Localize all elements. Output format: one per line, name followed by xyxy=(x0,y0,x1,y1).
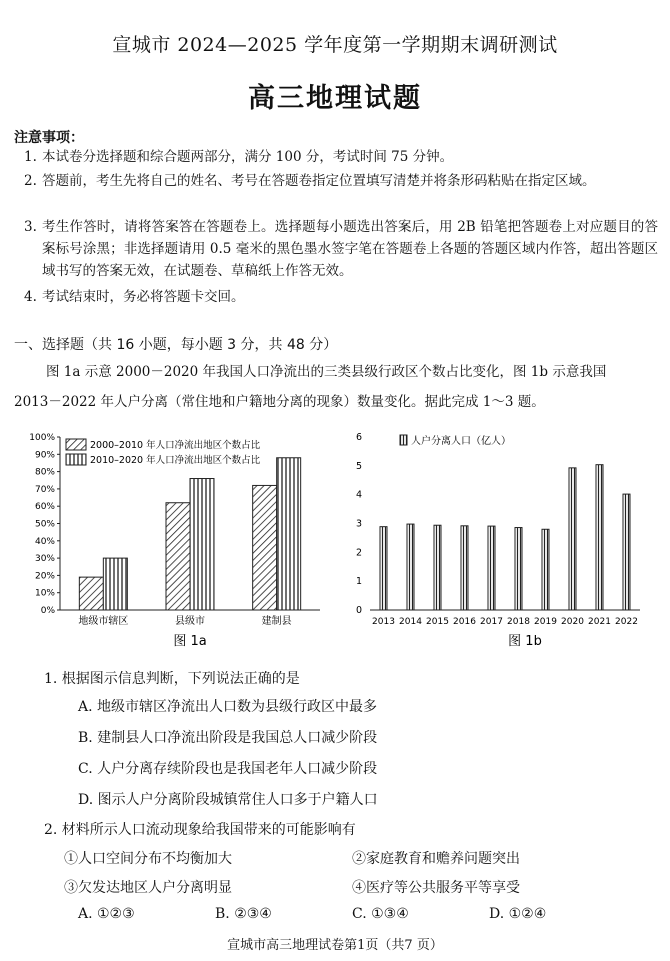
question-2-statement-3: ③欠发达地区人户分离明显 xyxy=(64,880,232,896)
question-1-stem: 1. 根据图示信息判断，下列说法正确的是 xyxy=(44,671,300,687)
x-tick-label: 2014 xyxy=(399,617,422,627)
x-tick-label: 县级市 xyxy=(175,616,205,627)
notice-item-number: 3. xyxy=(24,219,37,235)
intro-line-1: 图 1a 示意 2000－2020 年我国人口净流出的三类县级行政区个数占比变化，图 1b 示意我国 xyxy=(46,364,607,380)
question-2-statement-4: ④医疗等公共服务平等享受 xyxy=(352,880,520,896)
question-2-statement-1: ①人口空间分布不均衡加大 xyxy=(64,851,232,867)
y-tick-label: 6 xyxy=(355,432,362,443)
notice-item-1 xyxy=(24,146,658,168)
y-tick-label: 40% xyxy=(34,536,55,547)
question-1-option-c: C. 人户分离存续阶段也是我国老年人口减少阶段 xyxy=(78,761,378,777)
y-tick-label: 20% xyxy=(34,571,55,582)
x-tick-label: 2020 xyxy=(561,617,584,627)
bar xyxy=(596,465,603,610)
notice-item-text: 本试卷分选择题和综合题两部分，满分 100 分，考试时间 75 分钟。 xyxy=(42,149,454,165)
notice-item-text: 答题前，考生先将自己的姓名、考号在答题卷指定位置填写清楚并将条形码粘贴在指定区域。 xyxy=(42,173,596,189)
x-tick-label: 2021 xyxy=(588,617,611,627)
y-tick-label: 5 xyxy=(355,460,362,472)
x-tick-label: 地级市辖区 xyxy=(78,616,129,627)
exam-title: 宣城市 2024—2025 学年度第一学期期末调研测试 xyxy=(112,34,558,56)
x-tick-label: 2022 xyxy=(615,617,638,627)
bar xyxy=(380,527,387,610)
notice-item-number: 2. xyxy=(24,173,37,189)
section-title: 一、选择题（共 16 小题，每小题 3 分，共 48 分） xyxy=(14,337,338,353)
notice-item-2 xyxy=(24,170,658,192)
chart-caption: 图 1b xyxy=(508,634,542,649)
bar xyxy=(488,526,495,610)
chart-figure-1a xyxy=(20,425,330,655)
question-1-option-d: D. 图示人户分离阶段城镇常住人口多于户籍人口 xyxy=(78,792,378,808)
x-tick-label: 建制县 xyxy=(261,616,292,627)
bar xyxy=(253,485,277,610)
page-footer: 宣城市高三地理试卷第1页（共7 页） xyxy=(227,938,443,953)
y-tick-label: 80% xyxy=(34,467,55,478)
question-2-option-b: B. ②③④ xyxy=(215,906,272,922)
bar xyxy=(461,526,468,610)
notice-item-3 xyxy=(24,216,658,282)
y-tick-label: 0% xyxy=(40,606,55,616)
question-1-option-b: B. 建制县人口净流出阶段是我国总人口减少阶段 xyxy=(78,730,378,746)
x-tick-label: 2016 xyxy=(453,617,476,627)
bar xyxy=(569,468,576,610)
notice-item-text: 考生作答时，请将答案答在答题卷上。选择题每小题选出答案后，用 2B 铅笔把答题卷上对应题目的答案标号涂黑；非选择题请用 0.5 毫米的黑色墨水签字笔在答题卷上各题的答题区域内作答，超出答题区域书写的答案无效，在试题卷、草稿纸上作答无效。 xyxy=(42,219,658,279)
notice-heading: 注意事项： xyxy=(14,130,84,146)
notice-item-number: 4. xyxy=(24,289,37,305)
bar xyxy=(190,479,214,610)
notice-item-text: 考试结束时，务必将答题卡交回。 xyxy=(42,289,245,305)
question-1-option-a: A. 地级市辖区净流出人口数为县级行政区中最多 xyxy=(78,699,378,715)
y-tick-label: 30% xyxy=(34,554,55,565)
y-tick-label: 90% xyxy=(34,450,55,461)
bar xyxy=(542,529,549,610)
bar xyxy=(103,558,127,610)
bar xyxy=(407,524,414,610)
chart-caption: 图 1a xyxy=(173,634,207,649)
y-tick-label: 100% xyxy=(29,433,55,443)
legend-swatch xyxy=(66,454,86,465)
bar xyxy=(277,458,301,610)
legend-label: 2010–2020 年人口净流出地区个数占比 xyxy=(90,455,261,466)
bar xyxy=(166,503,190,610)
paper-title: 高三地理试题 xyxy=(248,83,422,114)
y-tick-label: 10% xyxy=(34,588,55,599)
y-tick-label: 3 xyxy=(355,518,362,530)
legend-label: 人户分离人口（亿人） xyxy=(411,436,511,447)
legend-swatch xyxy=(66,439,86,450)
x-tick-label: 2019 xyxy=(534,617,557,627)
x-tick-label: 2013 xyxy=(372,617,395,627)
y-tick-label: 0 xyxy=(355,605,362,616)
y-tick-label: 4 xyxy=(355,489,362,501)
bar xyxy=(79,577,103,610)
y-tick-label: 50% xyxy=(34,519,55,530)
legend-label: 2000–2010 年人口净流出地区个数占比 xyxy=(90,440,261,451)
legend-swatch xyxy=(400,435,407,445)
bar xyxy=(515,528,522,610)
x-tick-label: 2018 xyxy=(507,617,530,627)
intro-line-2: 2013－2022 年人户分离（常住地和户籍地分离的现象）数量变化。据此完成 1～3 题。 xyxy=(14,394,545,410)
y-tick-label: 2 xyxy=(355,547,362,559)
bar xyxy=(434,525,441,610)
y-tick-label: 70% xyxy=(34,484,55,495)
y-tick-label: 1 xyxy=(355,576,362,588)
bar xyxy=(623,494,630,610)
notice-item-4 xyxy=(24,286,658,308)
question-2-option-a: A. ①②③ xyxy=(78,906,135,922)
x-tick-label: 2017 xyxy=(480,617,503,627)
y-tick-label: 60% xyxy=(34,502,55,513)
chart-figure-1b xyxy=(345,425,650,655)
question-2-option-c: C. ①③④ xyxy=(352,906,409,922)
notice-item-number: 1. xyxy=(24,149,37,165)
x-tick-label: 2015 xyxy=(426,617,449,627)
question-2-stem: 2. 材料所示人口流动现象给我国带来的可能影响有 xyxy=(44,822,356,838)
question-2-option-d: D. ①②④ xyxy=(489,906,547,922)
question-2-statement-2: ②家庭教育和赡养问题突出 xyxy=(352,851,520,867)
